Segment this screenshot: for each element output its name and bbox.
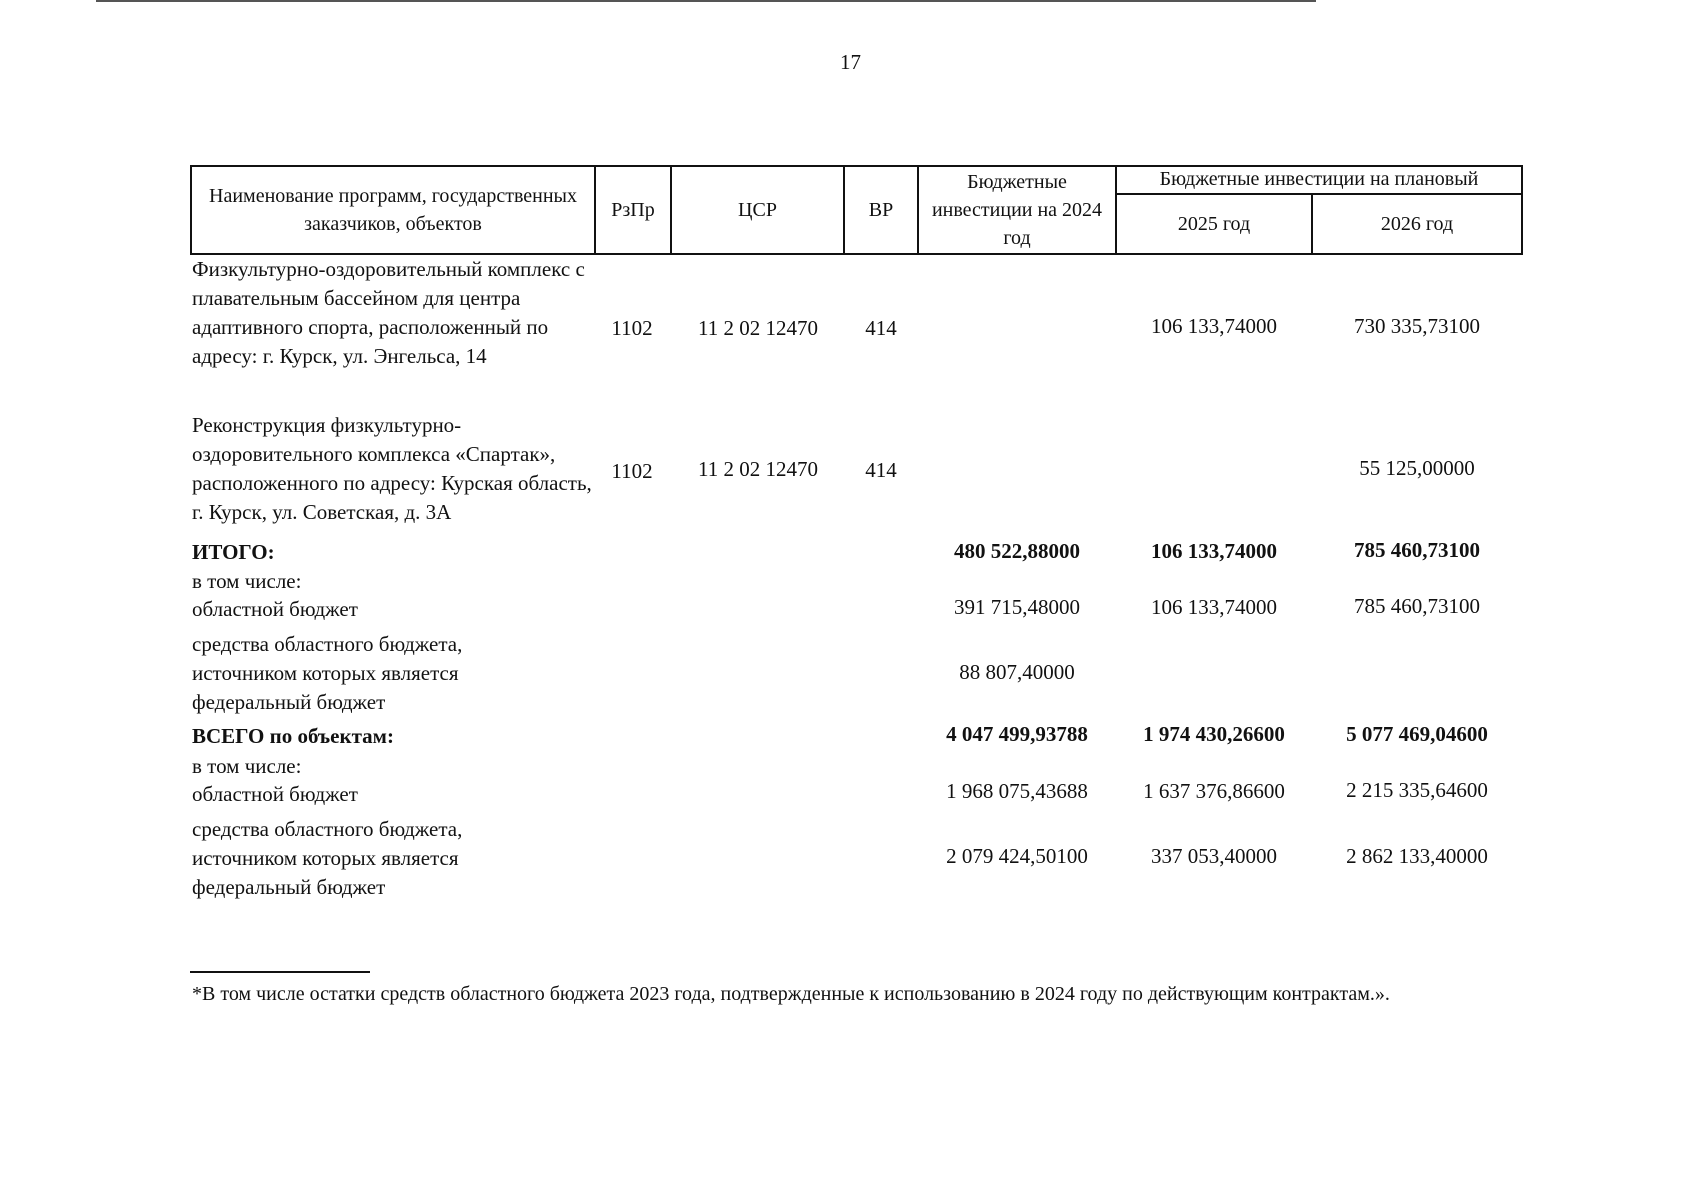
- object-name: Физкультурно-оздоровительный комплекс с плавательным бассейном для центра адаптивного спорта, расположенный по адресу: г. Курск, ул. Энгельса, 14: [192, 257, 585, 368]
- itogo-regional-2024: 391 715,48000: [954, 595, 1080, 619]
- itogo-regional-2026: 785 460,73100: [1354, 594, 1480, 618]
- itogo-2026: 785 460,73100: [1354, 538, 1480, 562]
- vsego-including-label: в том числе:: [192, 754, 302, 778]
- vsego-2024: 4 047 499,93788: [946, 722, 1088, 746]
- itogo-label: ИТОГО:: [192, 540, 275, 564]
- header-2025: 2025 год: [1177, 213, 1251, 235]
- vsego-federal-2026: 2 862 133,40000: [1346, 844, 1488, 868]
- vsego-regional-2024: 1 968 075,43688: [946, 779, 1088, 803]
- vr-value: 414: [865, 458, 897, 482]
- vsego-2025: 1 974 430,26600: [1143, 722, 1285, 746]
- itogo-federal-label: средства областного бюджета, источником которых является федеральный бюджет: [192, 632, 463, 714]
- header-2026: 2026 год: [1380, 213, 1454, 235]
- vsego-federal-2024: 2 079 424,50100: [946, 844, 1088, 868]
- csr-value: 11 2 02 12470: [698, 457, 818, 481]
- vsego-federal-label: средства областного бюджета, источником которых является федеральный бюджет: [192, 817, 463, 899]
- itogo-regional-label: областной бюджет: [192, 597, 358, 621]
- header-vr: ВР: [868, 199, 894, 221]
- itogo-regional-2025: 106 133,74000: [1151, 595, 1277, 619]
- header-name: Наименование программ, государственных заказчиков, объектов: [209, 185, 577, 235]
- footnote-rule: [190, 971, 370, 973]
- header-csr: ЦСР: [738, 199, 777, 221]
- object-name: Реконструкция физкультурно-оздоровительного комплекса «Спартак», расположенного по адресу: Курская область, г. Курск, ул. Советская, д. 3А: [192, 413, 592, 524]
- itogo-2025: 106 133,74000: [1151, 539, 1277, 563]
- page-number: 17: [840, 50, 861, 74]
- itogo-2024: 480 522,88000: [954, 539, 1080, 563]
- vsego-regional-label: областной бюджет: [192, 782, 358, 806]
- footnote: *В том числе остатки средств областного бюджета 2023 года, подтвержденные к использованию в 2024 году по действующим контрактам.».: [192, 983, 1390, 1005]
- header-inv-2024: Бюджетные инвестиции на 2024 год: [931, 171, 1103, 249]
- vsego-2026: 5 077 469,04600: [1346, 722, 1488, 746]
- value-2026: 730 335,73100: [1354, 314, 1480, 338]
- itogo-federal-2024: 88 807,40000: [959, 660, 1075, 684]
- itogo-including-label: в том числе:: [192, 569, 302, 593]
- top-border-rule: [96, 0, 1316, 2]
- csr-value: 11 2 02 12470: [698, 316, 818, 340]
- vsego-label: ВСЕГО по объектам:: [192, 724, 394, 748]
- header-planned: Бюджетные инвестиции на плановый: [1159, 168, 1479, 190]
- vr-value: 414: [865, 316, 897, 340]
- vsego-regional-2025: 1 637 376,86600: [1143, 779, 1285, 803]
- vsego-regional-2026: 2 215 335,64600: [1346, 778, 1488, 802]
- rzpr-value: 1102: [611, 459, 653, 483]
- vsego-federal-2025: 337 053,40000: [1151, 844, 1277, 868]
- value-2026: 55 125,00000: [1359, 456, 1475, 480]
- rzpr-value: 1102: [611, 316, 653, 340]
- header-rzpr: РзПр: [611, 199, 655, 221]
- value-2025: 106 133,74000: [1151, 314, 1277, 338]
